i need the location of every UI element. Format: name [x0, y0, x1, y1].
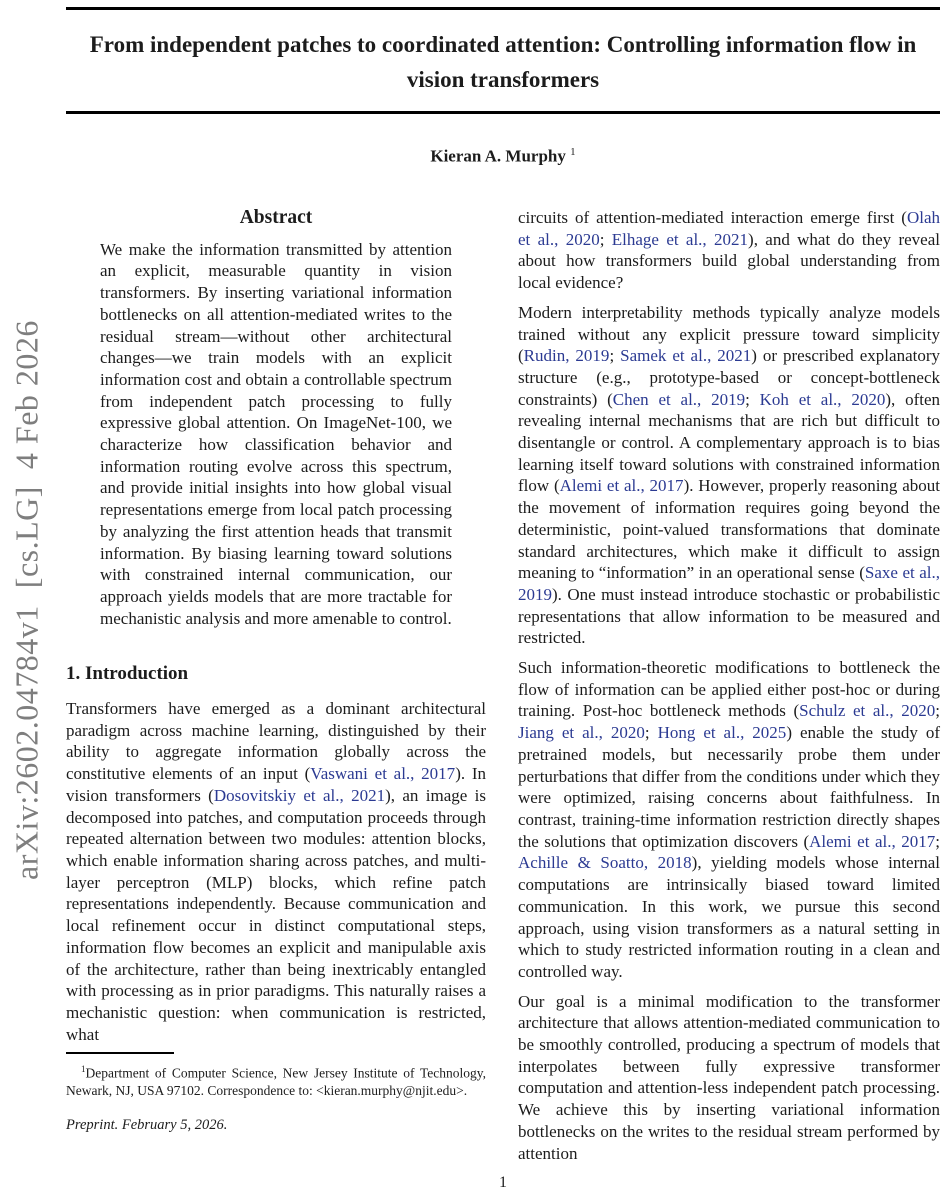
paragraph-text: ), an image is decomposed into patches, and computation proceeds through repeated alternation between two modules: attention blocks, which enable information sharing across patches, and multi-layer perceptron (MLP) blocks, which refine patch representations independently. Because communication and local refinement occur in distinct computational steps, information flow becomes an explicit and manipulable axis of the architecture, rather than being inextricably entangled with processing as in prior paradigms. This naturally raises a mechanistic question: when communication is restricted, what [66, 785, 486, 1044]
citation-link[interactable]: Jiang et al., 2020 [518, 723, 645, 743]
paragraph-text: circuits of attention-mediated interaction emerge first ( [518, 208, 907, 227]
paragraph-text: Such information-theoretic modifications to bottleneck the flow of information can be applied either post-hoc or during training. Post-hoc bottleneck methods ( [518, 658, 940, 721]
citation-link[interactable]: Saxe et al., 2019 [518, 563, 940, 604]
citation-link[interactable]: Dosovitskiy et al., 2021 [213, 785, 386, 805]
page-number: 1 [499, 1174, 507, 1191]
abstract-heading: Abstract [239, 207, 313, 228]
author-affiliation-marker: 1 [570, 146, 576, 158]
arxiv-watermark: arXiv:2602.04784v1 [cs.LG] 4 Feb 2026 [8, 320, 45, 880]
paragraph-text: ), often revealing internal mechanisms that are rich but difficult to disentangle or control. A complementary approach is to bias learning itself toward solutions with constrained information flow ( [518, 389, 940, 496]
paragraph-text: ; [599, 229, 612, 249]
citation-link[interactable]: Olah et al., 2020 [518, 208, 940, 249]
paragraph-text: ; [644, 723, 658, 743]
author-line [66, 146, 940, 167]
paragraph-text: ; [745, 389, 760, 409]
paragraph-text: Transformers have emerged as a dominant architectural paradigm across machine learning, distinguished by their ability to aggregate information globally across the constitutive elements of an input ( [66, 699, 486, 784]
footnote-text [66, 1061, 486, 1100]
header-rule-bottom [66, 111, 940, 114]
paragraph-text: Modern interpretability methods typically analyze models trained without any explicit pressure toward simplicity ( [518, 302, 940, 366]
author-name: Kieran A. Murphy [430, 146, 566, 166]
footnote-body: Department of Computer Science, New Jersey Institute of Technology, Newark, NJ, USA 97102. Correspondence to: <kieran.murphy@njit.edu>. [66, 1065, 486, 1098]
abstract-text: We make the information transmitted by attention an explicit, measurable quantity in vision transformers. By inserting variational information bottlenecks on all attention-mediated writes to the residual stream—without other architectural changes—we train models with an explicit information cost and obtain a controllable spectrum from independent patch processing to fully expressive global attention. On ImageNet-100, we characterize how classification behavior and information routing evolve across this spectrum, and provide initial insights into how global visual representations emerge from local patch processing by analyzing the first attention heads that transmit information. By biasing learning toward solutions with constrained internal communication, our approach yields models that are more tractable for mechanistic analysis and more amenable to control. [100, 239, 452, 628]
footnote-block [66, 1052, 486, 1134]
citation-link[interactable]: Alemi et al., 2017 [809, 831, 936, 851]
paragraph-text: ). In vision transformers ( [66, 764, 487, 805]
paragraph-text: ) enable the study of pretrained models, but necessarily probe them under perturbations that differ from the conditions under which they were optimized, raising concerns about faithfulness. In contrast, training-time information restriction directly shapes the solutions that optimization discovers ( [518, 723, 940, 851]
paragraph-text: ), yielding models whose internal computations are intrinsically biased toward limited communication. In this work, we pursue this second approach, using vision transformers as a natural setting in which to study restricted information routing in a clean and controlled way. [518, 853, 940, 981]
citation-link[interactable]: Koh et al., 2020 [759, 389, 886, 409]
paragraph-text: ). However, properly reasoning about the movement of information requires going beyond the deterministic, point-valued transformations that dominate standard architectures, which make it difficult to assign meaning to “information” in an operational sense ( [518, 476, 940, 583]
citation-link[interactable]: Rudin, 2019 [523, 346, 610, 366]
paragraph [518, 207, 940, 294]
paragraph [518, 302, 940, 649]
paragraph-text: ), and what do they reveal about how transformers build global understanding from local evidence? [518, 229, 940, 293]
citation-link[interactable]: Achille & Soatto, 2018 [518, 853, 692, 873]
citation-link[interactable]: Chen et al., 2019 [612, 389, 746, 409]
paragraph [518, 657, 940, 983]
citation-link[interactable]: Elhage et al., 2021 [611, 229, 749, 249]
section-heading-introduction: 1. Introduction [66, 663, 189, 685]
preprint-date-note: Preprint. February 5, 2026. [66, 1116, 228, 1133]
paragraph [518, 991, 940, 1165]
paragraph-text: ) or prescribed explanatory structure (e.g., prototype-based or concept-bottleneck constraints) ( [518, 346, 940, 409]
citation-link[interactable]: Vaswani et al., 2017 [310, 764, 456, 784]
paper-title: From independent patches to coordinated attention: Controlling information flow in vision transformers [89, 32, 917, 92]
paragraph-text: ; [609, 346, 621, 366]
citation-link[interactable]: Schulz et al., 2020 [799, 701, 936, 721]
header-rule-top [66, 7, 940, 10]
footnote-rule [66, 1052, 174, 1054]
citation-link[interactable]: Alemi et al., 2017 [559, 476, 684, 496]
intro-paragraph [66, 698, 486, 1045]
paragraph-text: Our goal is a minimal modification to the transformer architecture that allows attention-mediated communication to be smoothly controlled, producing a spectrum of models that interpolates between fully expressive transformer computation and attention-less independent patch processing. We achieve this by inserting variational information bottlenecks on the writes to the residual stream performed by attention [518, 991, 940, 1163]
paragraph-text: ; [935, 701, 941, 721]
right-column [518, 207, 940, 1172]
citation-link[interactable]: Samek et al., 2021 [620, 346, 752, 366]
left-column [66, 207, 486, 1053]
paragraph-text: ; [935, 831, 940, 851]
footnote-marker: 1 [81, 1064, 86, 1074]
citation-link[interactable]: Hong et al., 2025 [657, 723, 787, 743]
paragraph-text: ). One must instead introduce stochastic or probabilistic representations that allow information to be measured and restricted. [518, 584, 940, 648]
